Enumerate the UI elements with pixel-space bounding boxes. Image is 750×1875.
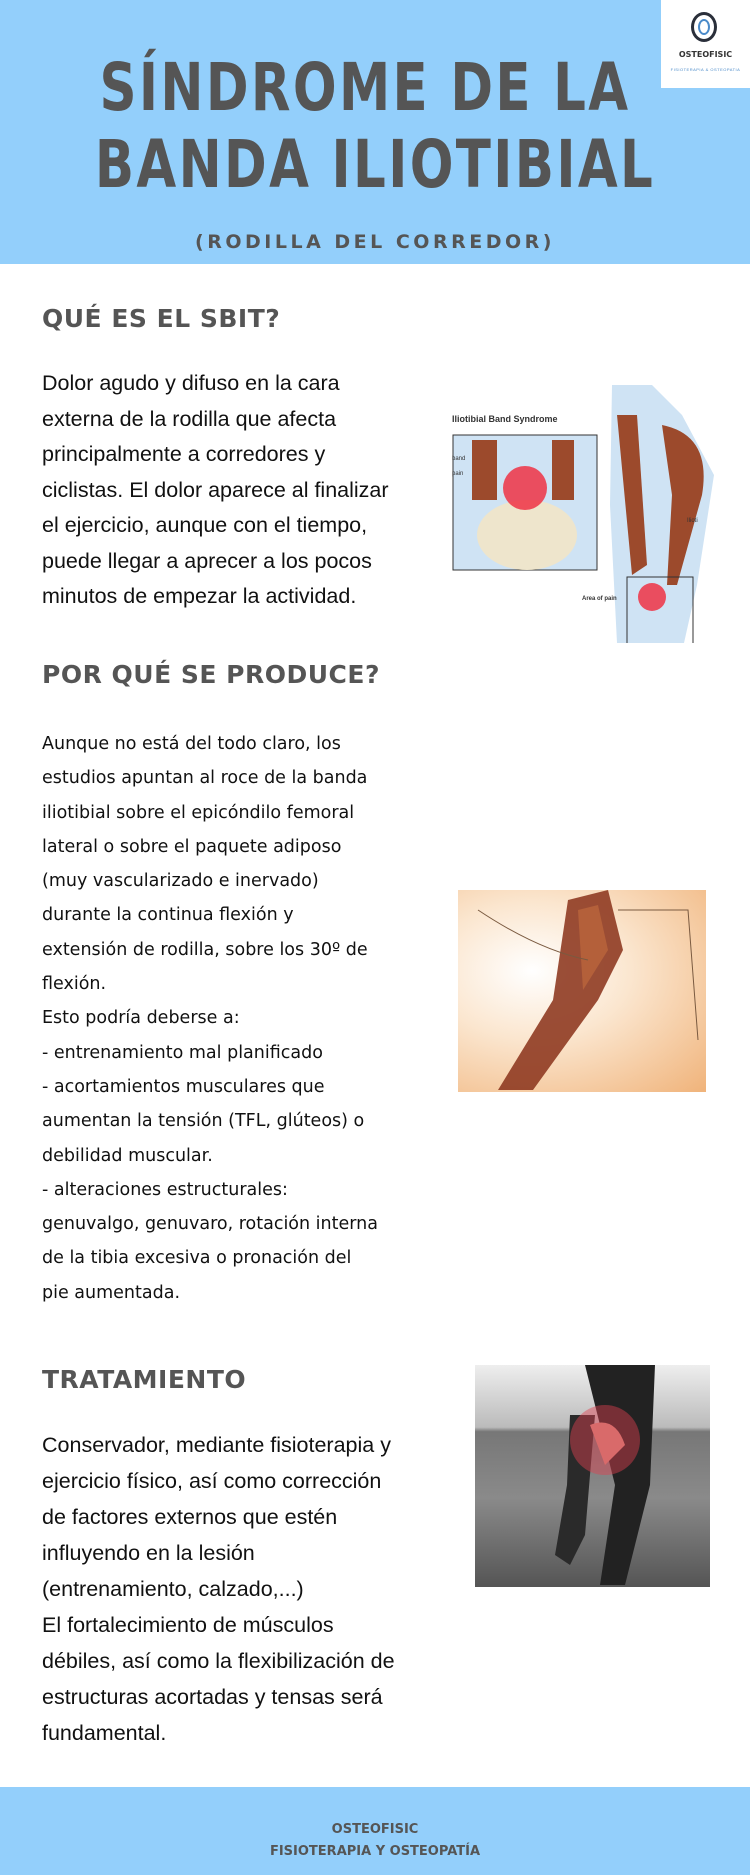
text-line: de factores externos que estén	[42, 1505, 338, 1529]
iliotibial-band-illustration	[452, 385, 714, 643]
text-line: genuvalgo, genuvaro, rotación interna	[42, 1214, 378, 1235]
text-line: flexión.	[42, 974, 107, 995]
logo-spiral-icon	[691, 12, 717, 42]
text-line: (entrenamiento, calzado,...)	[42, 1577, 304, 1601]
text-line: durante la continua flexión y	[42, 905, 294, 926]
paragraph-que-es	[42, 366, 422, 615]
heading-que-es: QUÉ ES EL SBIT?	[42, 304, 281, 333]
footer-tagline: FISIOTERAPIA Y OSTEOPATÍA	[269, 1844, 481, 1859]
text-line: minutos de empezar la actividad.	[42, 584, 357, 608]
footer-banner	[0, 1787, 750, 1875]
text-line: Esto podría deberse a:	[42, 1008, 240, 1029]
text-line: - entrenamiento mal planificado	[42, 1042, 323, 1063]
text-line: Conservador, mediante fisioterapia y	[42, 1433, 391, 1457]
text-line: ciclistas. El dolor aparece al finalizar	[42, 477, 389, 502]
text-line: extensión de rodilla, sobre los 30º de	[42, 939, 368, 960]
text-line: puede llegar a aprecer a los pocos	[42, 548, 372, 573]
text-line: externa de la rodilla que afecta	[42, 406, 337, 431]
paragraph-tratamiento	[42, 1427, 422, 1751]
label-band: band	[452, 456, 466, 462]
text-line: de la tibia excesiva o pronación del	[42, 1248, 352, 1269]
text-line: (muy vascularizado e inervado)	[42, 871, 319, 892]
text-line: - alteraciones estructurales:	[42, 1179, 288, 1200]
text-line: fundamental.	[42, 1721, 167, 1745]
text-line: - acortamientos musculares que	[42, 1076, 325, 1097]
illustration-title: Iliotibial Band Syndrome	[452, 414, 558, 424]
text-line: débiles, así como la flexibilización de	[42, 1649, 395, 1673]
text-line: influyendo en la lesión	[42, 1541, 255, 1565]
runner-knee-pain-photo	[475, 1365, 710, 1587]
title-line-1: SÍNDROME DE LA	[99, 49, 631, 126]
osteofisic-logo	[661, 0, 750, 88]
label-pain: pain	[452, 471, 464, 477]
label-ilioti: Ilioti	[687, 518, 698, 524]
paragraph-por-que	[42, 727, 422, 1310]
text-line: aumentan la tensión (TFL, glúteos) o	[42, 1111, 365, 1132]
text-line: ejercicio físico, así como corrección	[42, 1469, 382, 1493]
text-line: lateral o sobre el paquete adiposo	[42, 836, 342, 857]
text-line: debilidad muscular.	[42, 1145, 213, 1166]
leg-muscle-sketch-image	[458, 890, 706, 1092]
subtitle: (RODILLA DEL CORREDOR)	[195, 231, 555, 253]
text-line: El fortalecimiento de músculos	[42, 1613, 334, 1637]
label-area-of-pain: Area of pain	[582, 596, 617, 602]
heading-por-que: POR QUÉ SE PRODUCE?	[42, 660, 380, 689]
heading-tratamiento: TRATAMIENTO	[42, 1365, 247, 1394]
logo-tagline: FISIOTERAPIA & OSTEOPATIA	[670, 67, 741, 72]
text-line: estudios apuntan al roce de la banda	[42, 768, 368, 789]
text-line: principalmente a corredores y	[42, 442, 326, 466]
header-banner	[0, 0, 750, 264]
text-line: Aunque no está del todo claro, los	[42, 734, 341, 754]
footer-brand: OSTEOFISIC	[331, 1822, 419, 1837]
text-line: iliotibial sobre el epicóndilo femoral	[42, 802, 355, 823]
text-line: Dolor agudo y difuso en la cara	[42, 371, 340, 395]
text-line: estructuras acortadas y tensas será	[42, 1685, 383, 1709]
title-line-2: BANDA ILIOTIBIAL	[94, 126, 656, 203]
logo-name: OSTEOFISIC	[678, 50, 733, 59]
text-line: el ejercicio, aunque con el tiempo,	[42, 513, 368, 537]
text-line: pie aumentada.	[42, 1282, 181, 1303]
